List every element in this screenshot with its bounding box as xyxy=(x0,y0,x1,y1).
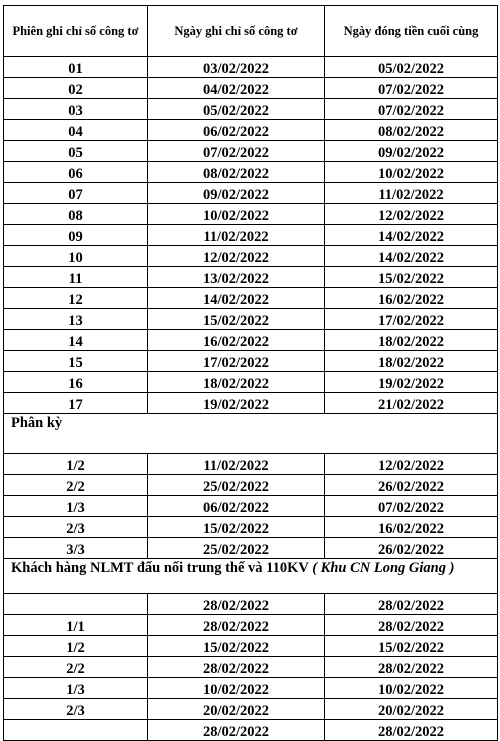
payment-deadline-cell: 26/02/2022 xyxy=(325,475,498,496)
reading-date-cell: 28/02/2022 xyxy=(148,615,325,636)
payment-deadline-cell: 12/02/2022 xyxy=(325,454,498,475)
reading-date-cell: 14/02/2022 xyxy=(148,288,325,309)
session-cell: 3/3 xyxy=(4,538,148,559)
session-cell xyxy=(4,720,148,741)
payment-deadline-cell: 28/02/2022 xyxy=(325,594,498,615)
payment-deadline-cell: 19/02/2022 xyxy=(325,372,498,393)
payment-deadline-cell: 05/02/2022 xyxy=(325,57,498,78)
reading-date-cell: 13/02/2022 xyxy=(148,267,325,288)
table-row xyxy=(4,678,498,699)
reading-date-cell: 15/02/2022 xyxy=(148,517,325,538)
table-row xyxy=(4,517,498,538)
table-row xyxy=(4,594,498,615)
session-cell: 10 xyxy=(4,246,148,267)
reading-date-cell: 04/02/2022 xyxy=(148,78,325,99)
session-cell: 2/2 xyxy=(4,475,148,496)
payment-deadline-cell: 16/02/2022 xyxy=(325,288,498,309)
session-cell: 03 xyxy=(4,99,148,120)
table-row xyxy=(4,636,498,657)
payment-deadline-cell: 15/02/2022 xyxy=(325,636,498,657)
section-title-italic: ( Khu CN Long Giang ) xyxy=(312,560,455,576)
payment-deadline-cell: 14/02/2022 xyxy=(325,246,498,267)
session-cell: 16 xyxy=(4,372,148,393)
meter-reading-table xyxy=(3,5,498,741)
session-cell: 09 xyxy=(4,225,148,246)
reading-date-cell: 11/02/2022 xyxy=(148,225,325,246)
reading-date-cell: 15/02/2022 xyxy=(148,309,325,330)
section-header-row xyxy=(4,559,498,594)
header-payment-deadline: Ngày đóng tiền cuối cùng xyxy=(325,6,498,57)
table-row xyxy=(4,330,498,351)
payment-deadline-cell: 18/02/2022 xyxy=(325,351,498,372)
header-row xyxy=(4,6,498,57)
reading-date-cell: 15/02/2022 xyxy=(148,636,325,657)
table-row xyxy=(4,78,498,99)
reading-date-cell: 10/02/2022 xyxy=(148,204,325,225)
table-row xyxy=(4,246,498,267)
payment-deadline-cell: 28/02/2022 xyxy=(325,720,498,741)
table-row xyxy=(4,57,498,78)
table-row xyxy=(4,372,498,393)
reading-date-cell: 18/02/2022 xyxy=(148,372,325,393)
table-row xyxy=(4,615,498,636)
session-cell: 1/2 xyxy=(4,636,148,657)
reading-date-cell: 09/02/2022 xyxy=(148,183,325,204)
section-header-row xyxy=(4,414,498,454)
table-row xyxy=(4,538,498,559)
payment-deadline-cell: 11/02/2022 xyxy=(325,183,498,204)
table-row xyxy=(4,351,498,372)
session-cell: 05 xyxy=(4,141,148,162)
payment-deadline-cell: 07/02/2022 xyxy=(325,78,498,99)
reading-date-cell: 11/02/2022 xyxy=(148,454,325,475)
session-cell: 01 xyxy=(4,57,148,78)
payment-deadline-cell: 28/02/2022 xyxy=(325,657,498,678)
section-title-text: Phân kỳ xyxy=(11,415,63,431)
session-cell: 08 xyxy=(4,204,148,225)
session-cell: 2/2 xyxy=(4,657,148,678)
section-title xyxy=(4,414,498,454)
table-row xyxy=(4,496,498,517)
session-cell: 12 xyxy=(4,288,148,309)
session-cell: 15 xyxy=(4,351,148,372)
payment-deadline-cell: 07/02/2022 xyxy=(325,496,498,517)
payment-deadline-cell: 09/02/2022 xyxy=(325,141,498,162)
session-cell: 13 xyxy=(4,309,148,330)
reading-date-cell: 28/02/2022 xyxy=(148,594,325,615)
session-cell: 14 xyxy=(4,330,148,351)
payment-deadline-cell: 16/02/2022 xyxy=(325,517,498,538)
session-cell: 06 xyxy=(4,162,148,183)
reading-date-cell: 06/02/2022 xyxy=(148,120,325,141)
payment-deadline-cell: 08/02/2022 xyxy=(325,120,498,141)
reading-date-cell: 12/02/2022 xyxy=(148,246,325,267)
session-cell: 04 xyxy=(4,120,148,141)
session-cell: 07 xyxy=(4,183,148,204)
session-cell: 1/2 xyxy=(4,454,148,475)
table-body xyxy=(4,57,498,741)
reading-date-cell: 19/02/2022 xyxy=(148,393,325,414)
payment-deadline-cell: 07/02/2022 xyxy=(325,99,498,120)
table-row xyxy=(4,475,498,496)
payment-deadline-cell: 14/02/2022 xyxy=(325,225,498,246)
reading-date-cell: 06/02/2022 xyxy=(148,496,325,517)
payment-deadline-cell: 10/02/2022 xyxy=(325,678,498,699)
reading-date-cell: 17/02/2022 xyxy=(148,351,325,372)
payment-deadline-cell: 26/02/2022 xyxy=(325,538,498,559)
table-row xyxy=(4,288,498,309)
reading-date-cell: 28/02/2022 xyxy=(148,657,325,678)
session-cell: 1/1 xyxy=(4,615,148,636)
payment-deadline-cell: 20/02/2022 xyxy=(325,699,498,720)
table-row xyxy=(4,699,498,720)
session-cell: 2/3 xyxy=(4,517,148,538)
section-title xyxy=(4,559,498,594)
session-cell: 1/3 xyxy=(4,496,148,517)
section-title-text: Khách hàng NLMT đấu nối trung thế và 110KV xyxy=(11,560,309,576)
payment-deadline-cell: 12/02/2022 xyxy=(325,204,498,225)
reading-date-cell: 03/02/2022 xyxy=(148,57,325,78)
payment-deadline-cell: 10/02/2022 xyxy=(325,162,498,183)
payment-deadline-cell: 17/02/2022 xyxy=(325,309,498,330)
header-reading-date: Ngày ghi chỉ số công tơ xyxy=(148,6,325,57)
table-row xyxy=(4,267,498,288)
table-row xyxy=(4,309,498,330)
payment-deadline-cell: 21/02/2022 xyxy=(325,393,498,414)
session-cell xyxy=(4,594,148,615)
table-row xyxy=(4,99,498,120)
table-row xyxy=(4,120,498,141)
header-session: Phiên ghi chỉ số công tơ xyxy=(4,6,148,57)
reading-date-cell: 10/02/2022 xyxy=(148,678,325,699)
reading-date-cell: 16/02/2022 xyxy=(148,330,325,351)
table-row xyxy=(4,141,498,162)
table-row xyxy=(4,454,498,475)
reading-date-cell: 07/02/2022 xyxy=(148,141,325,162)
reading-date-cell: 28/02/2022 xyxy=(148,720,325,741)
payment-deadline-cell: 15/02/2022 xyxy=(325,267,498,288)
table-row xyxy=(4,657,498,678)
table-row xyxy=(4,393,498,414)
session-cell: 2/3 xyxy=(4,699,148,720)
reading-date-cell: 08/02/2022 xyxy=(148,162,325,183)
payment-deadline-cell: 18/02/2022 xyxy=(325,330,498,351)
payment-deadline-cell: 28/02/2022 xyxy=(325,615,498,636)
table-row xyxy=(4,162,498,183)
reading-date-cell: 25/02/2022 xyxy=(148,475,325,496)
reading-date-cell: 05/02/2022 xyxy=(148,99,325,120)
table-row xyxy=(4,204,498,225)
table-row xyxy=(4,720,498,741)
table-row xyxy=(4,225,498,246)
reading-date-cell: 20/02/2022 xyxy=(148,699,325,720)
reading-date-cell: 25/02/2022 xyxy=(148,538,325,559)
session-cell: 1/3 xyxy=(4,678,148,699)
table-row xyxy=(4,183,498,204)
session-cell: 02 xyxy=(4,78,148,99)
session-cell: 17 xyxy=(4,393,148,414)
session-cell: 11 xyxy=(4,267,148,288)
